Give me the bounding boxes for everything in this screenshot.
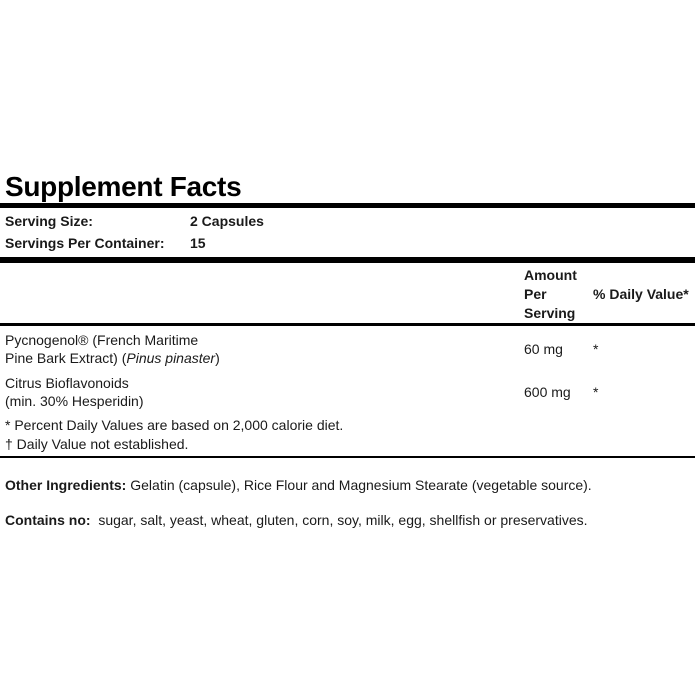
ingredient-name-line1: Pycnogenol® (French Maritime bbox=[5, 332, 199, 348]
header-divider bbox=[0, 323, 695, 326]
other-ingredients bbox=[5, 476, 592, 494]
daily-value-header: % Daily Value* bbox=[593, 286, 689, 302]
ingredient-daily-value: * bbox=[593, 341, 599, 357]
latin-name: Pinus pinaster bbox=[126, 350, 216, 366]
amount-header-line3: Serving bbox=[524, 305, 576, 321]
other-ingredients-label: Other Ingredients: bbox=[5, 477, 127, 493]
ingredient-name-line1: Citrus Bioflavonoids bbox=[5, 375, 129, 391]
serving-divider bbox=[0, 257, 695, 263]
servings-per-container-label: Servings Per Container: bbox=[5, 235, 165, 251]
ingredient-amount: 60 mg bbox=[524, 341, 563, 357]
other-ingredients-text: Gelatin (capsule), Rice Flour and Magnesium Stearate (vegetable source). bbox=[126, 477, 592, 493]
amount-header-line1: Amount bbox=[524, 267, 577, 283]
amount-header-line2: Per bbox=[524, 286, 547, 302]
servings-per-container-value: 15 bbox=[190, 235, 206, 251]
footnote-percent-daily: * Percent Daily Values are based on 2,000 calorie diet. bbox=[5, 417, 344, 433]
serving-size-value: 2 Capsules bbox=[190, 213, 264, 229]
contains-no-text: sugar, salt, yeast, wheat, gluten, corn, soy, milk, egg, shellfish or preservatives. bbox=[90, 512, 588, 528]
panel-title: Supplement Facts bbox=[5, 171, 242, 202]
footnote-dagger: † Daily Value not established. bbox=[5, 436, 189, 452]
ingredient-amount: 600 mg bbox=[524, 384, 571, 400]
panel-bottom-divider bbox=[0, 456, 695, 458]
ingredient-name-line2: Pine Bark Extract) (Pinus pinaster) bbox=[5, 350, 220, 366]
ingredient-name-line2: (min. 30% Hesperidin) bbox=[5, 393, 144, 409]
serving-size-label: Serving Size: bbox=[5, 213, 93, 229]
title-divider bbox=[0, 203, 695, 208]
contains-no bbox=[5, 511, 588, 529]
contains-no-label: Contains no: bbox=[5, 512, 91, 528]
ingredient-daily-value: * bbox=[593, 384, 599, 400]
